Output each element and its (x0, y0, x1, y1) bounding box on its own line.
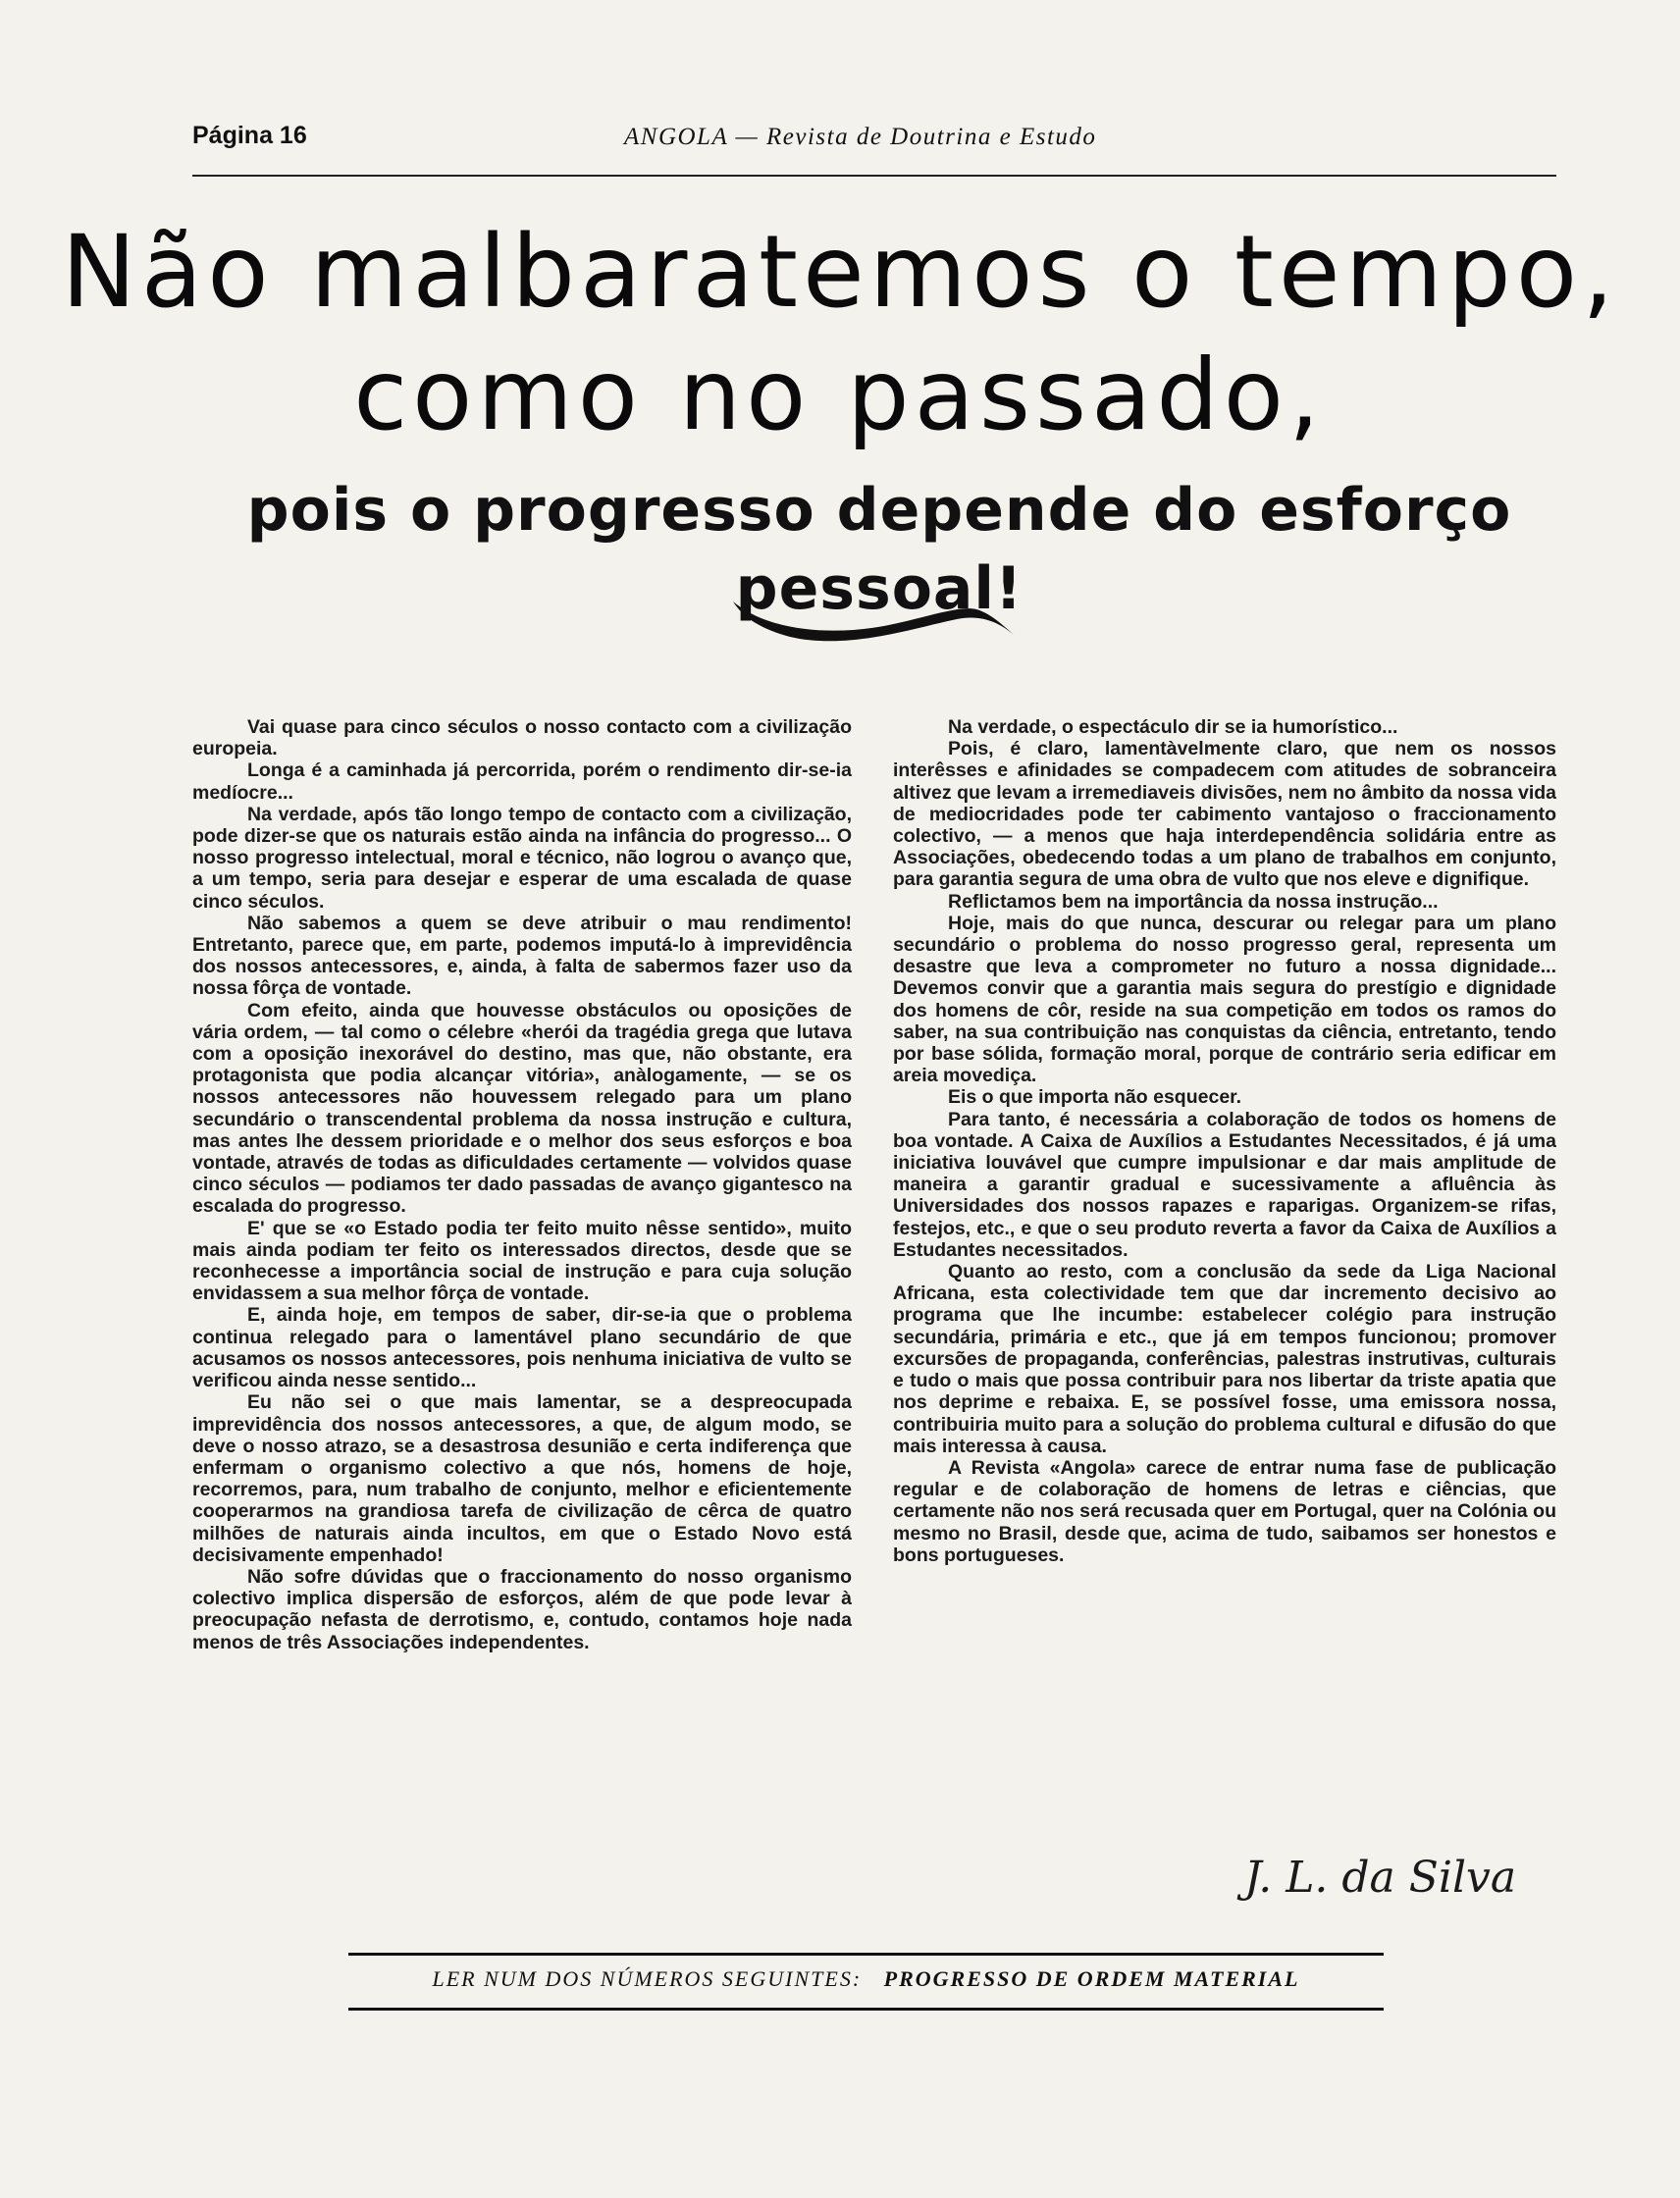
paragraph: Não sabemos a quem se deve atribuir o mau rendimento! Entretanto, parece que, em parte, podemos imputá-lo à imprevidência dos nossos antecessores, e, ainda, à falta de sabermos fazer uso da nossa fôrça de vontade. (192, 912, 852, 1000)
footer-lead: LER NUM DOS NÚMEROS SEGUINTES: (432, 1966, 863, 1991)
author-signature: J. L. da Silva (1244, 1853, 1517, 1903)
headline-line-2: como no passado, (353, 338, 1325, 452)
paragraph: Com efeito, ainda que houvesse obstáculos ou oposições de vária ordem, — tal como o célebre «herói da tragédia grega que lutava com a oposição inexorável do destino, mas que, não obstante, era protagonista que podia alcançar vitória», anàlogamente, — se os nossos antecessores não houvessem relegado para um plano secundário o transcendental problema da nossa instrução e cultura, mas antes lhe dessem prioridade e o melhor dos seus esforços e boa vontade, através de todas as dificuldades certamente — volvidos quase cinco séculos — podiamos ter dado passadas de avanço gigantesco na escalada do progresso. (192, 999, 852, 1218)
paragraph: Eis o que importa não esquecer. (948, 1086, 1242, 1109)
paragraph: E' que se «o Estado podia ter feito muito nêsse sentido», muito mais ainda podiam ter feito os interessados directos, desde que se reconhecesse a importância social de instrução e para cuja solução envidassem a sua melhor fôrça de vontade. (192, 1217, 852, 1305)
running-head (192, 122, 1556, 161)
paragraph: Vai quase para cinco séculos o nosso contacto com a civilização europeia. (192, 716, 852, 760)
article-right-column (893, 716, 1556, 1566)
paragraph: Para tanto, é necessária a colaboração de todos os homens de boa vontade. A Caixa de Auxílios a Estudantes Necessitados, é já uma iniciativa louvável que cumpre impulsionar e dar mais amplitude de maneira a garantir gradual e sucessivamente a afluência às Universidades dos nossos rapazes e raparigas. Organizem-se rifas, festejos, etc., e que o seu produto reverta a favor da Caixa de Auxílios a Estudantes necessitados. (893, 1108, 1556, 1261)
page-number: Página 16 (192, 122, 307, 149)
header-rule (192, 175, 1556, 177)
footer-title: PROGRESSO DE ORDEM MATERIAL (883, 1966, 1300, 1991)
footer-rule (348, 1953, 1384, 1956)
paragraph: Quanto ao resto, com a conclusão da sede da Liga Nacional Africana, esta colectividade tem que dar incremento decisivo ao programa que lhe incumbe: estabelecer colégio para instrução secundária, primária e etc., que já em tempos funcionou; promover excursões de propaganda, conferências, palestras instrutivas, culturais e tudo o mais que possa contribuir para nos libertar da triste apatia que nos deprime e rebaixa. E, se possível fosse, uma emissora nossa, contribuiria muito para a solução do problema cultural e difusão do que mais interessa à causa. (893, 1261, 1556, 1457)
footer-spacer (869, 1966, 877, 1991)
decorative-flourish (731, 594, 1016, 653)
paragraph: Na verdade, o espectáculo dir se ia humorístico... (948, 716, 1398, 738)
paragraph: Eu não sei o que mais lamentar, se a despreocupada imprevidência dos nossos antecessores, a que, de algum modo, se deve o nosso atrazo, se a desastrosa desunião e certa indiferença que enfermam o organismo colectivo a que nós, homens de hoje, recorremos, para, num trabalho de conjunto, melhor e eficientemente cooperarmos na grandiosa tarefa de civilização de cêrca de quatro milhões de naturais ainda incultos, em que o Estado Novo está decisivamente empenhado! (192, 1391, 852, 1566)
subheadline: pois o progresso depende do esforço pessoal! (246, 476, 1512, 623)
article-left-column (192, 716, 852, 1653)
journal-title: ANGOLA — Revista de Doutrina e Estudo (624, 124, 1097, 150)
paragraph: A Revista «Angola» carece de entrar numa fase de publicação regular e de colaboração de homens de letras e ciências, que certamente não nos será recusada quer em Portugal, quer na Colónia ou mesmo no Brasil, desde que, acima de tudo, saibamos ser honestos e bons portugueses. (893, 1456, 1556, 1566)
paragraph: Não sofre dúvidas que o fraccionamento do nosso organismo colectivo implica dispersão de esforços, além de que pode levar à preocupação nefasta de derrotismo, e, contudo, contamos hoje nada menos de três Associações independentes. (192, 1565, 852, 1653)
paragraph: E, ainda hoje, em tempos de saber, dir-se-ia que o problema continua relegado para o lamentável plano secundário de que acusamos os nossos antecessores, pois nenhuma iniciativa de vulto se verificou ainda nesse sentido... (192, 1304, 852, 1392)
paragraph: Hoje, mais do que nunca, descurar ou relegar para um plano secundário o problema do nosso progresso geral, representa um desastre que leva a comprometer no futuro a nossa dignidade... Devemos convir que a garantia mais segura do prestígio e dignidade dos homens de côr, reside na sua competição em todos os ramos do saber, na sua contribuição nas conquistas da ciência, entretanto, tendo por base sólida, formação moral, porque de contrário seria edificar em areia movediça. (893, 912, 1556, 1087)
footer-text (348, 1966, 1384, 1992)
paragraph: Na verdade, após tão longo tempo de contacto com a civilização, pode dizer-se que os naturais estão ainda na infância do progresso... O nosso progresso intelectual, moral e técnico, não logrou o avanço que, a um tempo, seria para desejar e esperar de uma escalada de quase cinco séculos. (192, 803, 852, 913)
headline-line-1: Não malbaratemos o tempo, (61, 214, 1619, 331)
footer-rule (348, 2008, 1384, 2011)
next-issue-notice (348, 1953, 1384, 2014)
paragraph: Pois, é claro, lamentàvelmente claro, que nem os nossos interêsses e afinidades se compadecem com atitudes de sobranceira altivez que levam a irremediaveis divisões, nem no âmbito da nossa vida de mediocridades pode ter cabimento vantajoso o fraccionamento colectivo, — a menos que haja interdependência solidária entre as Associações, obedecendo todas a um plano de trabalhos em conjunto, para garantia segura de uma obra de vulto que nos eleve e dignifique. (893, 738, 1556, 891)
paragraph: Reflictamos bem na importância da nossa instrução... (948, 890, 1439, 913)
paragraph: Longa é a caminhada já percorrida, porém o rendimento dir-se-ia medíocre... (192, 759, 852, 804)
